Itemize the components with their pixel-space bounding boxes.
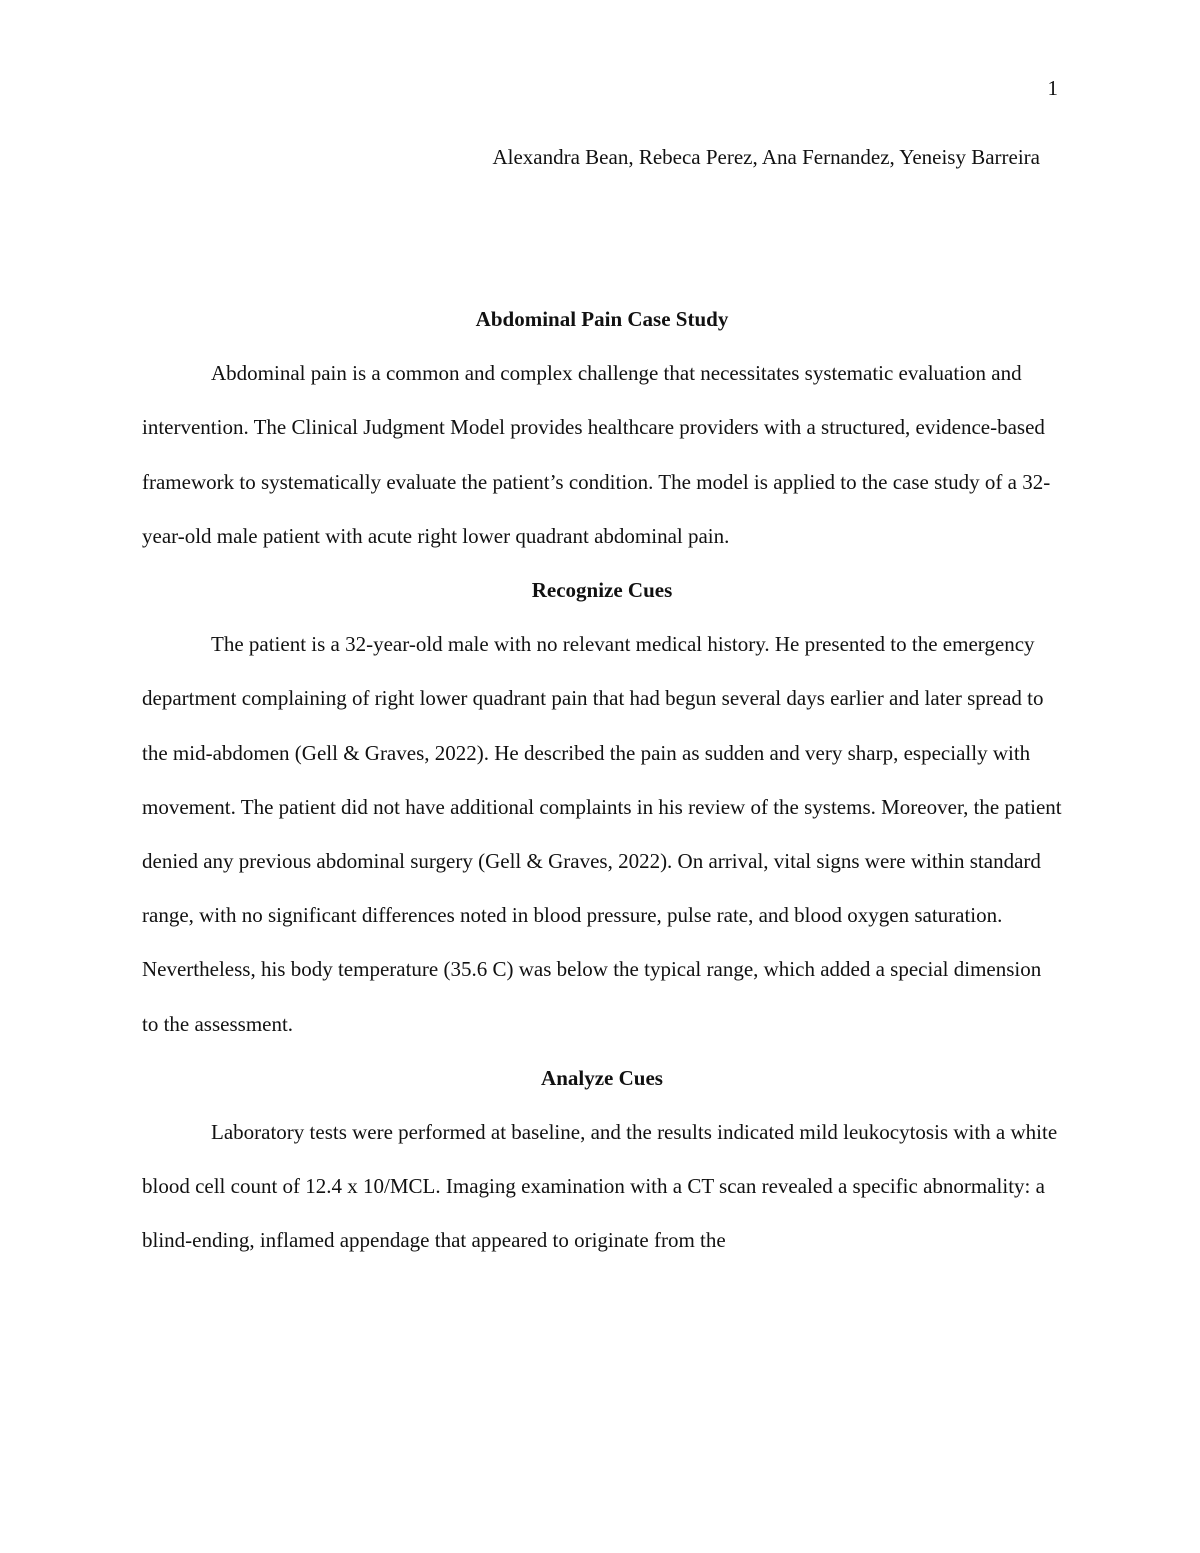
intro-paragraph: Abdominal pain is a common and complex challenge that necessitates systematic evaluation and intervention. The Clinical Judgment Model provides healthcare providers with a structured, evidence-based framework to systematically evaluate the patient’s condition. The model is applied to the case study of a 32-year-old male patient with acute right lower quadrant abdominal pain.	[142, 361, 1051, 548]
section-heading-analyze-cues: Analyze Cues	[541, 1065, 663, 1090]
paper-title: Abdominal Pain Case Study	[475, 307, 729, 331]
section-paragraph-analyze-cues: Laboratory tests were performed at baseline, and the results indicated mild leukocytosis with a white blood cell count of 12.4 x 10/MCL. Imaging examination with a CT scan revealed a specific abnormality: a blind-ending, inflamed appendage that appeared to originate from the	[142, 1120, 1058, 1253]
section-paragraph-recognize-cues: The patient is a 32-year-old male with no relevant medical history. He presented to the emergency department complaining of right lower quadrant pain that had begun several days earlier and later spread to the mid-abdomen (Gell & Graves, 2022). He described the pain as sudden and very sharp, especially with movement. The patient did not have additional complaints in his review of the systems. Moreover, the patient denied any previous abdominal surgery (Gell & Graves, 2022). On arrival, vital signs were within standard range, with no significant differences noted in blood pressure, pulse rate, and blood oxygen saturation. Nevertheless, his body temperature (35.6 C) was below the typical range, which added a special dimension to the assessment.	[142, 632, 1062, 1036]
document-body	[142, 292, 1062, 1268]
section-heading-recognize-cues: Recognize Cues	[531, 578, 673, 603]
page-number: 1	[1047, 76, 1058, 100]
author-line: Alexandra Bean, Rebeca Perez, Ana Fernandez, Yeneisy Barreira	[492, 145, 1040, 169]
